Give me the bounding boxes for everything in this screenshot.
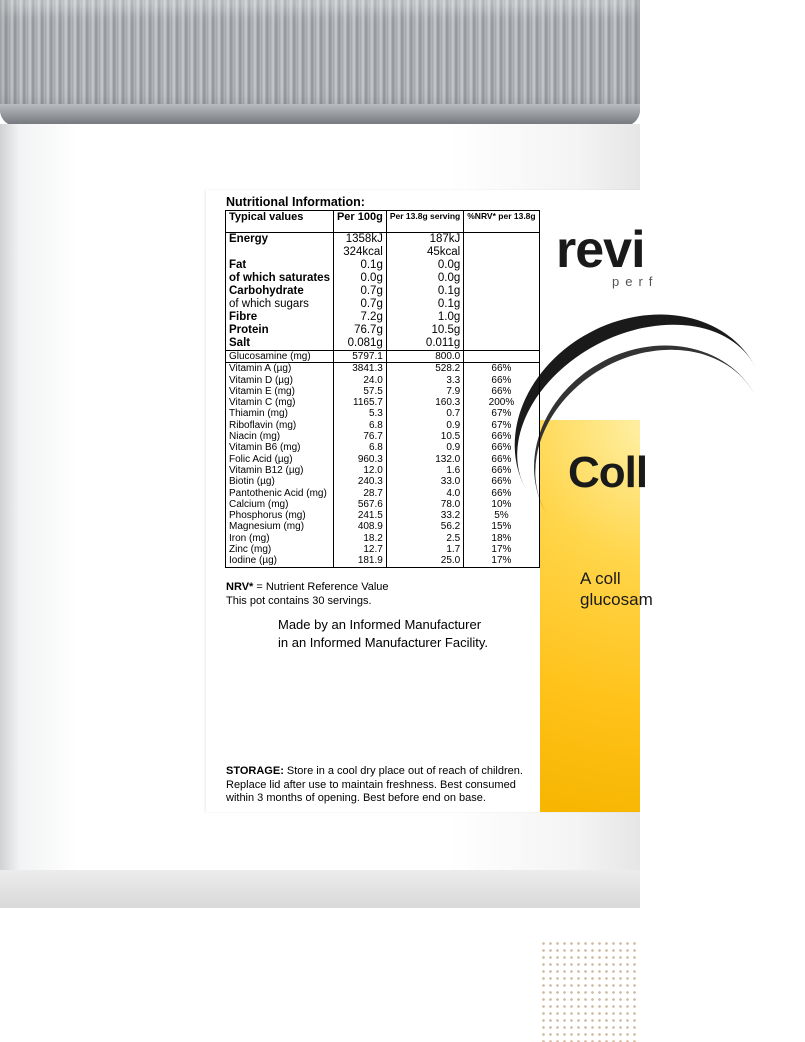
value-per-serving: 78.0 xyxy=(386,499,463,510)
energy-label: Energy xyxy=(226,233,334,247)
nutrient-label: of which sugars xyxy=(226,298,334,311)
macro-row xyxy=(226,285,540,298)
energy-kcal-row xyxy=(226,246,540,259)
vitamin-row xyxy=(226,521,540,532)
container-base xyxy=(0,870,640,908)
macro-rows xyxy=(226,259,540,351)
value-per-serving: 0.0g xyxy=(386,272,463,285)
value-per-100g: 241.5 xyxy=(333,510,386,521)
nutrition-table xyxy=(225,210,540,568)
nrv-percent: 66% xyxy=(464,431,539,442)
nutrient-label: Vitamin E (mg) xyxy=(226,386,334,397)
vitamin-row xyxy=(226,363,540,375)
nrv-percent: 18% xyxy=(464,533,539,544)
value-per-100g: 0.1g xyxy=(333,259,386,272)
manufacturer-line-1: Made by an Informed Manufacturer xyxy=(278,617,482,632)
value-per-100g: 18.2 xyxy=(333,533,386,544)
nutrient-label: Folic Acid (µg) xyxy=(226,454,334,465)
nrv-percent: 66% xyxy=(464,488,539,499)
value-per-serving: 0.9 xyxy=(386,442,463,453)
nrv-percent: 15% xyxy=(464,521,539,532)
nutrient-label: Vitamin C (mg) xyxy=(226,397,334,408)
halftone-dots xyxy=(540,940,640,1042)
vitamin-row xyxy=(226,555,540,567)
tagline-line-2: glucosam xyxy=(580,590,653,609)
vitamin-row xyxy=(226,544,540,555)
value-per-100g: 960.3 xyxy=(333,454,386,465)
vitamin-row xyxy=(226,499,540,510)
storage-text: Store in a cool dry place out of reach of children. Replace lid after use to maintain freshness. Best consumed within 3 months of opening. Best before end on base. xyxy=(226,765,523,804)
macro-row xyxy=(226,311,540,324)
nutrient-label: Fat xyxy=(226,259,334,272)
tagline-line-1: A coll xyxy=(580,569,621,588)
glucosamine-row xyxy=(226,351,540,363)
value-per-100g: 567.6 xyxy=(333,499,386,510)
nrv-percent: 67% xyxy=(464,408,539,419)
vitamin-row xyxy=(226,454,540,465)
energy-kj-serving: 187kJ xyxy=(386,233,463,247)
value-per-100g: 28.7 xyxy=(333,488,386,499)
macro-row xyxy=(226,259,540,272)
value-per-serving: 1.0g xyxy=(386,311,463,324)
value-per-serving: 25.0 xyxy=(386,555,463,567)
nutrient-label: Vitamin A (µg) xyxy=(226,363,334,375)
header-per-100g: Per 100g xyxy=(333,211,386,233)
value-per-100g: 181.9 xyxy=(333,555,386,567)
nrv-percent: 66% xyxy=(464,363,539,375)
value-per-serving: 2.5 xyxy=(386,533,463,544)
value-per-100g: 24.0 xyxy=(333,375,386,386)
vitamin-row xyxy=(226,488,540,499)
nrv-percent: 66% xyxy=(464,386,539,397)
brand-subtitle: perf xyxy=(612,274,659,289)
value-per-100g: 240.3 xyxy=(333,476,386,487)
macro-row xyxy=(226,337,540,351)
value-per-serving: 4.0 xyxy=(386,488,463,499)
value-per-serving: 33.0 xyxy=(386,476,463,487)
nutrient-label: Fibre xyxy=(226,311,334,324)
nrv-percent: 17% xyxy=(464,555,539,567)
nrv-percent: 66% xyxy=(464,454,539,465)
nutrient-label: Iron (mg) xyxy=(226,533,334,544)
vitamin-row xyxy=(226,533,540,544)
nrv-percent: 10% xyxy=(464,499,539,510)
glucosamine-serving: 800.0 xyxy=(386,351,463,363)
nutrient-label: Salt xyxy=(226,337,334,351)
vitamin-row xyxy=(226,408,540,419)
glucosamine-100g: 5797.1 xyxy=(333,351,386,363)
value-per-100g: 0.0g xyxy=(333,272,386,285)
vitamin-rows xyxy=(226,363,540,567)
manufacturer-line-2: in an Informed Manufacturer Facility. xyxy=(278,635,489,650)
value-per-100g: 6.8 xyxy=(333,420,386,431)
glucosamine-label: Glucosamine (mg) xyxy=(226,351,334,363)
nrv-abbrev: NRV* xyxy=(226,581,254,593)
value-per-serving: 1.6 xyxy=(386,465,463,476)
vitamin-row xyxy=(226,431,540,442)
lid-rim xyxy=(0,104,640,126)
nrv-percent: 5% xyxy=(464,510,539,521)
nutrient-label: Pantothenic Acid (mg) xyxy=(226,488,334,499)
vitamin-row xyxy=(226,375,540,386)
macro-row xyxy=(226,298,540,311)
nutrient-label: Vitamin B6 (mg) xyxy=(226,442,334,453)
value-per-100g: 0.081g xyxy=(333,337,386,351)
energy-kcal-serving: 45kcal xyxy=(386,246,463,259)
header-per-serving: Per 13.8g serving xyxy=(386,211,463,233)
nrv-definition-text: = Nutrient Reference Value xyxy=(253,581,389,593)
vitamin-row xyxy=(226,420,540,431)
nutrient-label: Phosphorus (mg) xyxy=(226,510,334,521)
nutrient-label: Riboflavin (mg) xyxy=(226,420,334,431)
nutrient-label: Calcium (mg) xyxy=(226,499,334,510)
nrv-percent: 66% xyxy=(464,375,539,386)
value-per-serving: 0.1g xyxy=(386,298,463,311)
vitamin-row xyxy=(226,442,540,453)
nrv-percent: 66% xyxy=(464,476,539,487)
nrv-note xyxy=(226,580,389,608)
vitamin-row xyxy=(226,510,540,521)
value-per-serving: 0.9 xyxy=(386,420,463,431)
value-per-serving: 528.2 xyxy=(386,363,463,375)
value-per-100g: 1165.7 xyxy=(333,397,386,408)
value-per-serving: 0.011g xyxy=(386,337,463,351)
nutrient-label: Biotin (µg) xyxy=(226,476,334,487)
value-per-serving: 160.3 xyxy=(386,397,463,408)
value-per-100g: 0.7g xyxy=(333,285,386,298)
product-tagline xyxy=(580,568,653,610)
value-per-serving: 1.7 xyxy=(386,544,463,555)
storage-heading: STORAGE: xyxy=(226,765,284,777)
nutrient-label: of which saturates xyxy=(226,272,334,285)
storage-instructions xyxy=(226,765,531,806)
value-per-serving: 10.5 xyxy=(386,431,463,442)
energy-kj-100g: 1358kJ xyxy=(333,233,386,247)
nutrient-label: Iodine (µg) xyxy=(226,555,334,567)
header-nrv: %NRV* per 13.8g xyxy=(464,211,539,233)
value-per-serving: 33.2 xyxy=(386,510,463,521)
value-per-serving: 0.0g xyxy=(386,259,463,272)
value-per-100g: 408.9 xyxy=(333,521,386,532)
nrv-percent: 66% xyxy=(464,442,539,453)
nutrient-label: Vitamin D (µg) xyxy=(226,375,334,386)
nutrient-label: Protein xyxy=(226,324,334,337)
nrv-percent: 17% xyxy=(464,544,539,555)
value-per-100g: 12.7 xyxy=(333,544,386,555)
nutrition-title: Nutritional Information: xyxy=(226,195,365,209)
value-per-100g: 76.7g xyxy=(333,324,386,337)
value-per-100g: 3841.3 xyxy=(333,363,386,375)
servings-note: This pot contains 30 servings. xyxy=(226,595,372,607)
value-per-100g: 76.7 xyxy=(333,431,386,442)
value-per-serving: 56.2 xyxy=(386,521,463,532)
nutrient-label: Thiamin (mg) xyxy=(226,408,334,419)
nutrient-label: Carbohydrate xyxy=(226,285,334,298)
header-typical: Typical values xyxy=(226,211,334,233)
vitamin-row xyxy=(226,476,540,487)
vitamin-row xyxy=(226,386,540,397)
nutrient-label: Magnesium (mg) xyxy=(226,521,334,532)
macro-row xyxy=(226,272,540,285)
value-per-serving: 7.9 xyxy=(386,386,463,397)
value-per-serving: 132.0 xyxy=(386,454,463,465)
nrv-percent: 67% xyxy=(464,420,539,431)
value-per-100g: 7.2g xyxy=(333,311,386,324)
value-per-serving: 0.1g xyxy=(386,285,463,298)
value-per-100g: 12.0 xyxy=(333,465,386,476)
value-per-100g: 6.8 xyxy=(333,442,386,453)
energy-row xyxy=(226,233,540,247)
vitamin-row xyxy=(226,397,540,408)
value-per-serving: 0.7 xyxy=(386,408,463,419)
value-per-100g: 57.5 xyxy=(333,386,386,397)
nrv-definition xyxy=(226,580,389,594)
product-name: Coll xyxy=(568,448,648,497)
brand-panel xyxy=(540,190,659,812)
value-per-serving: 3.3 xyxy=(386,375,463,386)
nrv-percent: 200% xyxy=(464,397,539,408)
nutrient-label: Vitamin B12 (µg) xyxy=(226,465,334,476)
vitamin-row xyxy=(226,465,540,476)
energy-kcal-100g: 324kcal xyxy=(333,246,386,259)
value-per-100g: 0.7g xyxy=(333,298,386,311)
value-per-100g: 5.3 xyxy=(333,408,386,419)
macro-row xyxy=(226,324,540,337)
manufacturer-note xyxy=(278,616,488,652)
nutrient-label: Zinc (mg) xyxy=(226,544,334,555)
nutrient-label: Niacin (mg) xyxy=(226,431,334,442)
brand-logo-text: revi xyxy=(556,221,645,279)
nrv-percent: 66% xyxy=(464,465,539,476)
table-header-row xyxy=(226,211,540,233)
value-per-serving: 10.5g xyxy=(386,324,463,337)
